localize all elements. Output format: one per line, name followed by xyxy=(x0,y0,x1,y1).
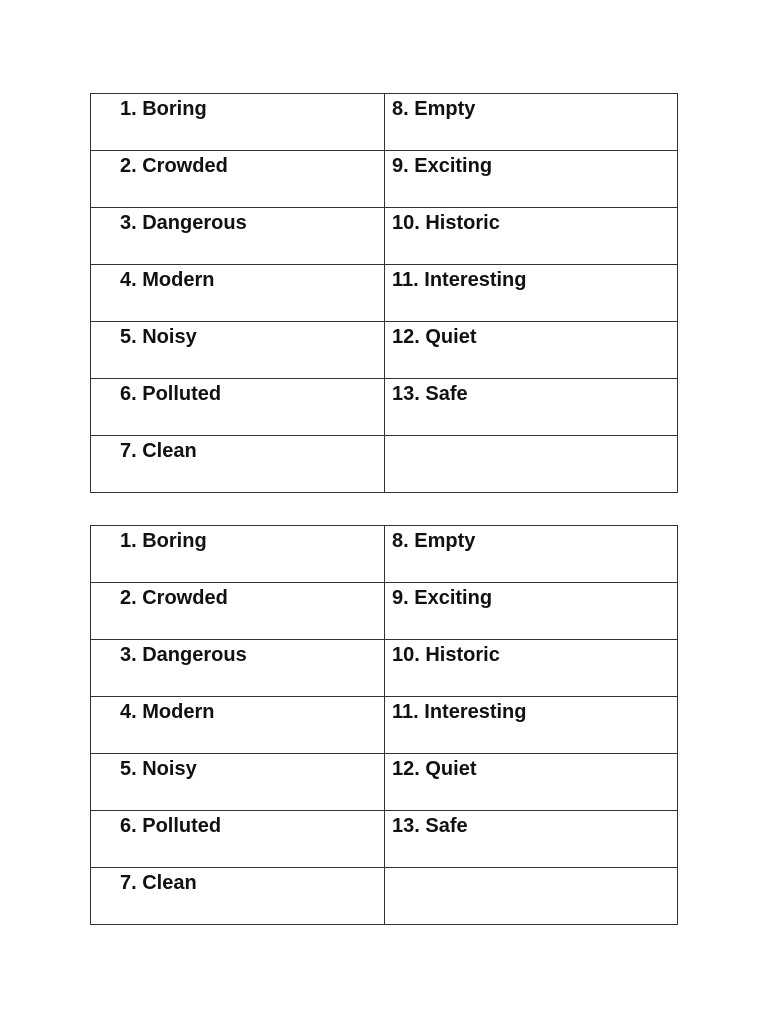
table-cell xyxy=(91,379,385,436)
table-row xyxy=(91,868,678,925)
table-row xyxy=(91,697,678,754)
table-row xyxy=(91,811,678,868)
table-cell xyxy=(91,583,385,640)
word-item: 3. Dangerous xyxy=(120,212,247,234)
table-row xyxy=(91,754,678,811)
table-cell xyxy=(385,151,678,208)
table-row xyxy=(91,208,678,265)
table-row xyxy=(91,322,678,379)
table-cell xyxy=(91,868,385,925)
table-cell xyxy=(385,322,678,379)
word-item: 9. Exciting xyxy=(392,587,493,609)
table-row xyxy=(91,379,678,436)
word-item: 6. Polluted xyxy=(120,815,222,837)
table-cell xyxy=(385,868,678,925)
word-item: 12. Quiet xyxy=(392,758,477,780)
word-item: 10. Historic xyxy=(392,212,500,234)
word-item: 12. Quiet xyxy=(392,326,477,348)
table-row xyxy=(91,436,678,493)
table-cell xyxy=(385,754,678,811)
table-cell xyxy=(91,754,385,811)
word-item: 10. Historic xyxy=(392,644,500,666)
word-item: 5. Noisy xyxy=(120,326,197,348)
table-row xyxy=(91,265,678,322)
table-cell xyxy=(91,697,385,754)
word-item xyxy=(385,868,677,871)
table-row xyxy=(91,151,678,208)
word-item: 11. Interesting xyxy=(392,701,527,723)
word-item: 2. Crowded xyxy=(120,155,228,177)
table-cell xyxy=(385,811,678,868)
adjective-table-bottom xyxy=(90,525,678,925)
word-item: 5. Noisy xyxy=(120,758,197,780)
table-cell xyxy=(385,526,678,583)
table-cell xyxy=(91,526,385,583)
table-cell xyxy=(385,640,678,697)
table-cell xyxy=(385,436,678,493)
table-cell xyxy=(385,94,678,151)
table-cell xyxy=(385,379,678,436)
word-item: 4. Modern xyxy=(120,269,215,291)
word-item: 11. Interesting xyxy=(392,269,527,291)
word-item: 7. Clean xyxy=(120,440,197,462)
word-item xyxy=(385,436,677,439)
table-cell xyxy=(385,208,678,265)
table-row xyxy=(91,94,678,151)
table-cell xyxy=(385,583,678,640)
table-cell xyxy=(91,265,385,322)
table-cell xyxy=(91,151,385,208)
word-item: 7. Clean xyxy=(120,872,197,894)
word-item: 1. Boring xyxy=(120,530,207,552)
table-cell xyxy=(91,811,385,868)
word-item: 2. Crowded xyxy=(120,587,228,609)
word-item: 13. Safe xyxy=(392,815,468,837)
adjective-table-top xyxy=(90,93,678,493)
table-cell xyxy=(91,94,385,151)
word-item: 8. Empty xyxy=(392,530,476,552)
word-item: 6. Polluted xyxy=(120,383,222,405)
word-item: 9. Exciting xyxy=(392,155,493,177)
table-cell xyxy=(91,322,385,379)
word-item: 1. Boring xyxy=(120,98,207,120)
table-row xyxy=(91,583,678,640)
table-cell xyxy=(385,265,678,322)
table-cell xyxy=(385,697,678,754)
table-cell xyxy=(91,436,385,493)
word-item: 13. Safe xyxy=(392,383,468,405)
word-item: 3. Dangerous xyxy=(120,644,247,666)
word-item: 8. Empty xyxy=(392,98,476,120)
word-item: 4. Modern xyxy=(120,701,215,723)
table-cell xyxy=(91,640,385,697)
table-cell xyxy=(91,208,385,265)
table-row xyxy=(91,640,678,697)
table-row xyxy=(91,526,678,583)
